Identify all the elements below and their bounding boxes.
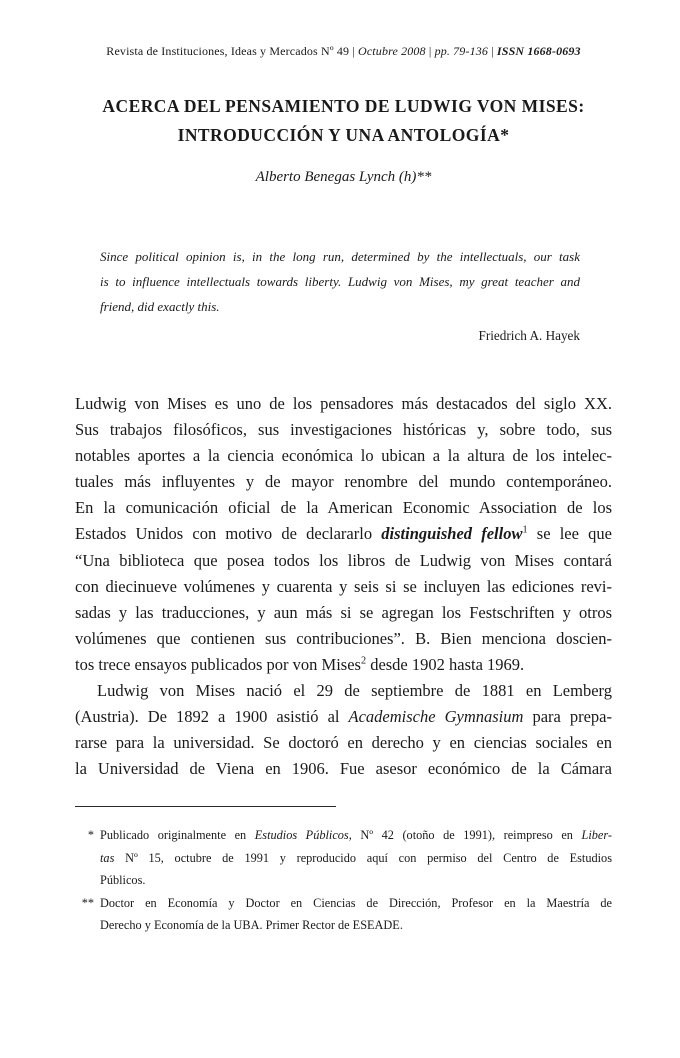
text-segment: Estudios Públicos	[254, 828, 349, 842]
text-segment: friend, did exactly this.	[100, 299, 220, 315]
article-title	[75, 92, 612, 150]
text-segment: Since political opinion is, in the long run, determined by the intellectuals, our task	[100, 249, 580, 264]
text-segment: volúmenes que contienen sus contribuciones”. B. Bien menciona doscien-	[75, 628, 612, 648]
text-segment: tas	[100, 850, 115, 865]
text-segment: sadas y las traducciones, y aun más si se agregan los Festschriften y otros	[75, 602, 612, 622]
text-segment: desde 1902 hasta 1969.	[366, 654, 525, 674]
text-segment: pp. 79-136	[434, 44, 489, 58]
text-segment: la Universidad de Viena en 1906. Fue asesor económico de la Cámara	[75, 759, 612, 779]
text-line	[75, 417, 612, 443]
text-segment: rarse para la universidad. Se doctoró en derecho y en ciencias sociales en	[75, 733, 612, 753]
text-line	[100, 294, 580, 319]
title-line-1: ACERCA DEL PENSAMIENTO DE LUDWIG VON MISES:	[102, 96, 585, 116]
text-segment: Revista de Instituciones, Ideas y Mercados Nº 49 |	[106, 44, 359, 58]
text-segment: tuales más influyentes y de mayor renombre del mundo contemporáneo.	[75, 472, 612, 492]
text-segment: ISSN 1668-0693	[496, 44, 581, 58]
epigraph	[100, 244, 580, 348]
text-segment: tos trece ensayos publicados por von Mises	[75, 654, 361, 674]
text-line	[75, 600, 612, 626]
text-line	[75, 678, 612, 704]
text-segment: Derecho y Economía de la UBA. Primer Rector de ESEADE.	[100, 918, 403, 933]
text-segment: Públicos.	[100, 873, 146, 888]
footnote-text	[100, 824, 612, 892]
text-line	[75, 574, 612, 600]
text-segment: (Austria). De 1892 a 1900 asistió al	[75, 707, 349, 727]
text-line	[75, 391, 612, 417]
text-line	[75, 521, 612, 547]
text-segment: 2	[360, 655, 367, 667]
text-segment: Ludwig von Mises es uno de los pensadores más destacados del siglo XX.	[75, 394, 612, 413]
text-line	[75, 495, 612, 521]
text-line	[100, 824, 612, 847]
text-segment: is to influence intellectuals towards liberty. Ludwig von Mises, my great teacher and	[100, 274, 580, 290]
text-line	[75, 44, 612, 59]
text-line	[100, 244, 580, 269]
text-segment: Nº 15, octubre de 1991 y reproducido aquí con permiso del Centro de Estudios	[114, 850, 612, 865]
text-segment: “Una biblioteca que posea todos los libros de Ludwig von Mises contará	[75, 550, 612, 570]
text-segment: Sus trabajos filosóficos, sus investigaciones históricas y, sobre todo, sus	[75, 420, 612, 440]
text-segment: Liber-	[581, 828, 612, 842]
text-segment: se lee que	[527, 524, 612, 544]
text-segment: para prepa-	[523, 707, 613, 727]
footnotes	[75, 824, 612, 937]
epigraph-lines	[100, 244, 580, 320]
text-segment: distinguished fellow	[381, 524, 523, 544]
body-text	[75, 391, 612, 782]
text-line	[100, 892, 612, 915]
author-name: Alberto Benegas Lynch (h)**	[255, 169, 432, 185]
text-line	[100, 914, 612, 937]
text-line	[75, 756, 612, 782]
text-line	[75, 443, 612, 469]
text-segment: Octubre 2008	[358, 44, 426, 58]
text-segment: |	[425, 44, 435, 58]
footnote-publication	[75, 824, 612, 892]
text-line	[75, 469, 612, 495]
text-line	[75, 626, 612, 652]
footnote-marker: **	[81, 895, 94, 910]
text-line	[100, 269, 580, 294]
text-line	[75, 730, 612, 756]
text-segment: |	[488, 44, 497, 58]
footnote-rule	[75, 806, 336, 807]
text-line	[100, 869, 612, 892]
text-segment: En la comunicación oficial de la American Economic Association de los	[75, 498, 612, 518]
text-line	[75, 704, 612, 730]
text-line	[100, 847, 612, 870]
journal-header	[75, 44, 612, 59]
text-segment: 1	[522, 524, 528, 536]
title-line-2: INTRODUCCIÓN Y UNA ANTOLOGÍA*	[177, 125, 510, 145]
text-segment: Publicado originalmente en	[100, 828, 255, 842]
text-segment: con diecinueve volúmenes y cuarenta y seis si se incluyen las ediciones revi-	[75, 576, 612, 596]
text-segment: notables aportes a la ciencia económica lo ubican a la altura de los intelec-	[75, 446, 612, 466]
text-line	[75, 652, 612, 678]
epigraph-attribution: Friedrich A. Hayek	[478, 327, 580, 343]
footnote-author-bio	[75, 892, 612, 937]
text-line	[75, 548, 612, 574]
text-segment: Academische Gymnasium	[348, 707, 524, 727]
text-segment: Doctor en Economía y Doctor en Ciencias de Dirección, Profesor en la Maestría de	[100, 895, 612, 910]
footnote-text	[100, 892, 612, 937]
text-segment: Ludwig von Mises nació el 29 de septiembre de 1881 en Lemberg	[97, 681, 612, 701]
text-segment: Estados Unidos con motivo de declararlo	[75, 524, 382, 544]
text-segment: , Nº 42 (otoño de 1991), reimpreso en	[348, 828, 582, 842]
footnote-marker: *	[87, 828, 94, 842]
